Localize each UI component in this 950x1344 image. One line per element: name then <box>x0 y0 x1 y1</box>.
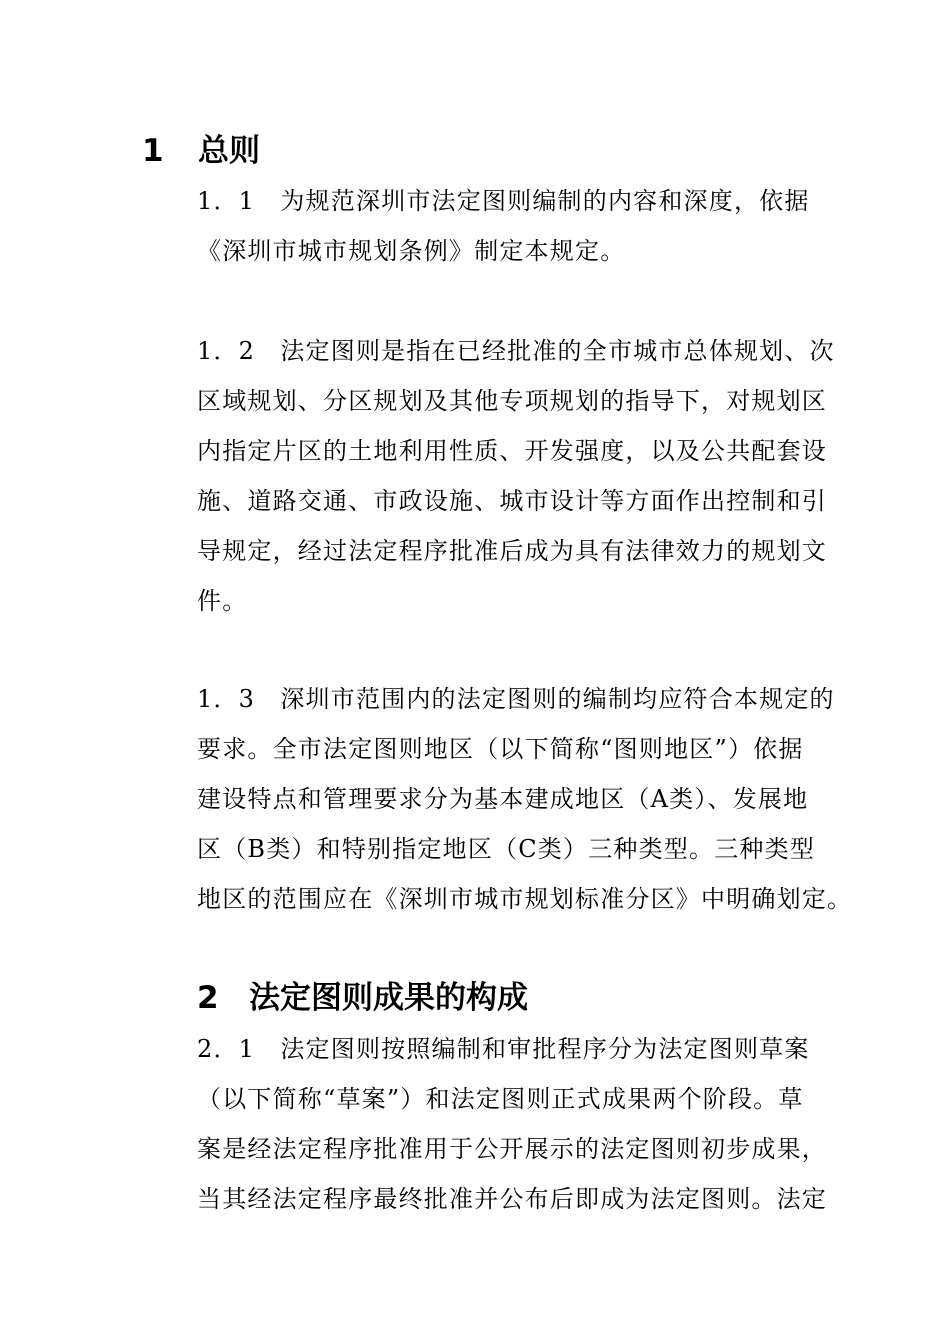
paragraph-line: 案是经法定程序批准用于公开展示的法定图则初步成果， <box>197 1135 827 1163</box>
section-number: 2 <box>197 980 219 1016</box>
paragraph-line: 地区的范围应在《深圳市城市规划标准分区》中明确划定。 <box>197 885 853 913</box>
paragraph-line: 1．2 法定图则是指在已经批准的全市城市总体规划、次 <box>197 337 835 365</box>
section-title: 法定图则成果的构成 <box>249 980 528 1016</box>
section-title: 总则 <box>198 133 260 169</box>
paragraph-line: 1．1 为规范深圳市法定图则编制的内容和深度，依据 <box>197 187 810 215</box>
section-number: 1 <box>142 133 164 169</box>
paragraph-line: 区域规划、分区规划及其他专项规划的指导下，对规划区 <box>197 387 827 415</box>
paragraph-line: 要求。全市法定图则地区（以下简称“图则地区”）依据 <box>197 735 804 763</box>
paragraph-line: 1．3 深圳市范围内的法定图则的编制均应符合本规定的 <box>197 685 835 713</box>
paragraph-line: 导规定，经过法定程序批准后成为具有法律效力的规划文 <box>197 537 827 565</box>
paragraph-line: 建设特点和管理要求分为基本建成地区（A类）、发展地 <box>197 785 809 813</box>
section-heading <box>142 131 260 171</box>
paragraph-line: 《深圳市城市规划条例》制定本规定。 <box>197 237 626 265</box>
paragraph-line: 当其经法定程序最终批准并公布后即成为法定图则。法定 <box>197 1185 827 1213</box>
paragraph-line: 区（B类）和特别指定地区（C类）三种类型。三种类型 <box>197 835 815 863</box>
paragraph-line: （以下简称“草案”）和法定图则正式成果两个阶段。草 <box>197 1085 804 1113</box>
paragraph-line: 2．1 法定图则按照编制和审批程序分为法定图则草案 <box>197 1035 810 1063</box>
paragraph-line: 施、道路交通、市政设施、城市设计等方面作出控制和引 <box>197 487 827 515</box>
paragraph-line: 内指定片区的土地利用性质、开发强度，以及公共配套设 <box>197 437 827 465</box>
paragraph-line: 件。 <box>197 587 248 615</box>
section-heading <box>197 978 528 1018</box>
